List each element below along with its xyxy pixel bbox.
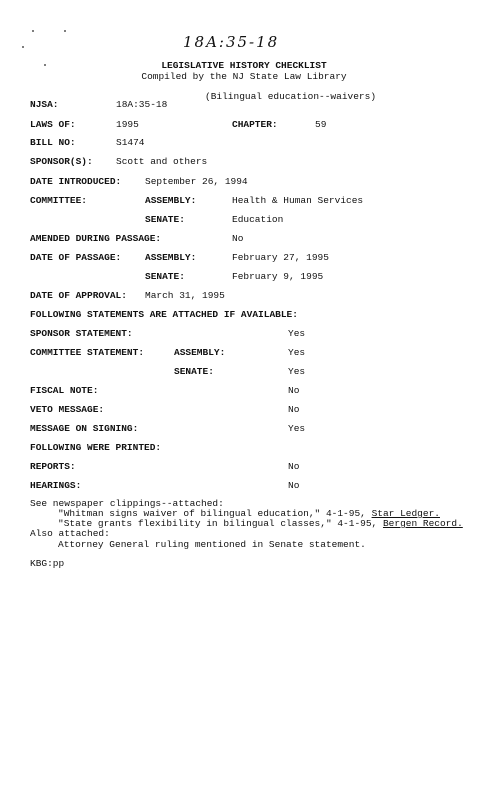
scan-mark bbox=[32, 30, 34, 32]
scan-mark bbox=[22, 46, 24, 48]
document-subtitle: Compiled by the NJ State Law Library bbox=[141, 71, 347, 82]
sponsor-value: Scott and others bbox=[116, 156, 208, 167]
also-attached-text: Attorney General ruling mentioned in Senate statement. bbox=[58, 539, 366, 550]
passage-assembly-label: ASSEMBLY: bbox=[145, 252, 197, 263]
date-introduced-label: DATE INTRODUCED: bbox=[30, 176, 122, 187]
clipping-1-text: "Whitman signs waiver of bilingual education," 4-1-95, bbox=[58, 508, 366, 519]
passage-assembly-value: February 27, 1995 bbox=[232, 252, 329, 263]
njsa-label: NJSA: bbox=[30, 99, 59, 110]
reports-label: REPORTS: bbox=[30, 461, 76, 472]
message-on-signing-label: MESSAGE ON SIGNING: bbox=[30, 423, 139, 434]
scan-mark bbox=[64, 30, 66, 32]
clipping-2-source: Bergen Record. bbox=[382, 518, 463, 529]
sponsor-label: SPONSOR(S): bbox=[30, 156, 93, 167]
committee-statement-assembly-label: ASSEMBLY: bbox=[174, 347, 226, 358]
laws-label: LAWS OF: bbox=[30, 119, 76, 130]
veto-message-value: No bbox=[288, 404, 300, 415]
committee-statement-senate-label: SENATE: bbox=[174, 366, 214, 377]
also-attached-label: Also attached: bbox=[30, 528, 110, 539]
date-of-approval-label: DATE OF APPROVAL: bbox=[30, 290, 127, 301]
fiscal-note-value: No bbox=[288, 385, 300, 396]
bill-value: S1474 bbox=[116, 137, 145, 148]
chapter-label: CHAPTER: bbox=[232, 119, 278, 130]
clipping-2 bbox=[58, 518, 463, 530]
reports-value: No bbox=[288, 461, 300, 472]
committee-senate-value: Education bbox=[232, 214, 284, 225]
clippings-intro: See newspaper clippings--attached: bbox=[30, 498, 224, 509]
committee-statement-assembly-value: Yes bbox=[288, 347, 306, 358]
message-on-signing-value: Yes bbox=[288, 423, 306, 434]
bill-label: BILL NO: bbox=[30, 137, 76, 148]
hearings-label: HEARINGS: bbox=[30, 480, 82, 491]
committee-statement-label: COMMITTEE STATEMENT: bbox=[30, 347, 145, 358]
amended-value: No bbox=[232, 233, 244, 244]
clipping-1-source: Star Ledger. bbox=[371, 508, 440, 519]
laws-value: 1995 bbox=[116, 119, 139, 130]
handwritten-statute-number: 18A:35-18 bbox=[183, 33, 280, 51]
clipping-2-text: "State grants flexibility in bilingual classes," 4-1-95, bbox=[58, 518, 378, 529]
committee-senate-label: SENATE: bbox=[145, 214, 185, 225]
passage-senate-label: SENATE: bbox=[145, 271, 185, 282]
sponsor-statement-label: SPONSOR STATEMENT: bbox=[30, 328, 133, 339]
amended-label: AMENDED DURING PASSAGE: bbox=[30, 233, 162, 244]
document-topic: (Bilingual education--waivers) bbox=[205, 91, 377, 102]
statements-heading: FOLLOWING STATEMENTS ARE ATTACHED IF AVAILABLE: bbox=[30, 309, 298, 320]
veto-message-label: VETO MESSAGE: bbox=[30, 404, 105, 415]
njsa-value: 18A:35-18 bbox=[116, 99, 168, 110]
chapter-value: 59 bbox=[315, 119, 327, 130]
passage-senate-value: February 9, 1995 bbox=[232, 271, 324, 282]
document-title: LEGISLATIVE HISTORY CHECKLIST bbox=[161, 60, 327, 71]
printed-heading: FOLLOWING WERE PRINTED: bbox=[30, 442, 162, 453]
initials: KBG:pp bbox=[30, 558, 65, 569]
date-of-passage-label: DATE OF PASSAGE: bbox=[30, 252, 122, 263]
committee-assembly-label: ASSEMBLY: bbox=[145, 195, 197, 206]
sponsor-statement-value: Yes bbox=[288, 328, 306, 339]
committee-assembly-value: Health & Human Services bbox=[232, 195, 364, 206]
hearings-value: No bbox=[288, 480, 300, 491]
committee-label: COMMITTEE: bbox=[30, 195, 88, 206]
fiscal-note-label: FISCAL NOTE: bbox=[30, 385, 99, 396]
date-of-approval-value: March 31, 1995 bbox=[145, 290, 225, 301]
date-introduced-value: September 26, 1994 bbox=[145, 176, 248, 187]
committee-statement-senate-value: Yes bbox=[288, 366, 306, 377]
